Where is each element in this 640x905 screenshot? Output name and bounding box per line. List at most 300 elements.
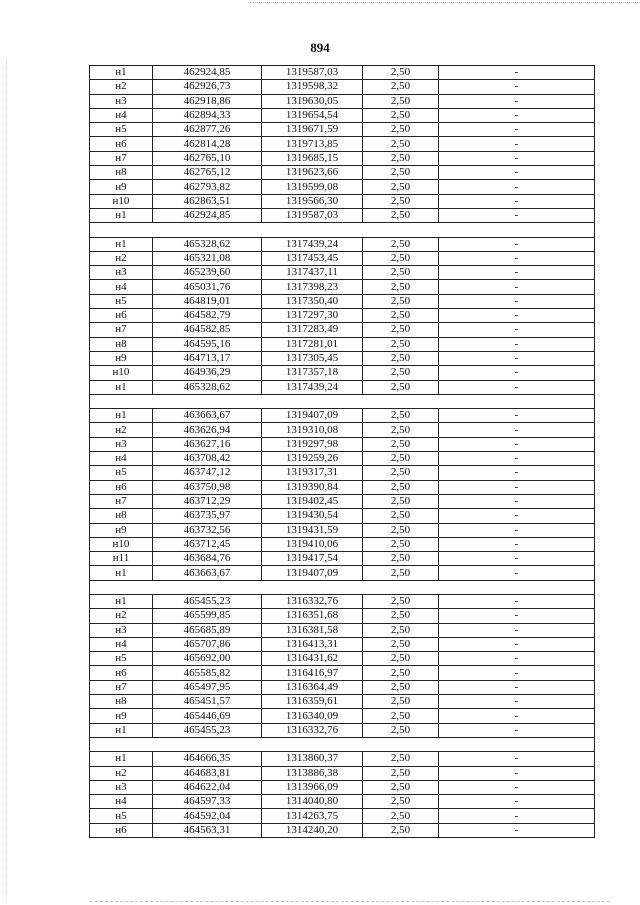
accuracy-cell: 2,50	[363, 695, 439, 709]
table-row	[90, 337, 595, 351]
x-coordinate-cell: 463627,16	[153, 437, 262, 451]
x-coordinate-cell: 462924,85	[153, 66, 262, 80]
point-name-cell: н9	[90, 523, 153, 537]
x-coordinate-cell: 465239,60	[153, 266, 262, 280]
table-row	[90, 466, 595, 480]
accuracy-cell: 2,50	[363, 652, 439, 666]
note-cell: -	[439, 452, 595, 466]
point-name-cell: н7	[90, 323, 153, 337]
table-row	[90, 409, 595, 423]
note-cell: -	[439, 280, 595, 294]
note-cell: -	[439, 809, 595, 823]
accuracy-cell: 2,50	[363, 94, 439, 108]
coordinates-table-body	[90, 66, 595, 838]
accuracy-cell: 2,50	[363, 523, 439, 537]
note-cell: -	[439, 680, 595, 694]
point-name-cell: н4	[90, 280, 153, 294]
note-cell: -	[439, 423, 595, 437]
note-cell: -	[439, 66, 595, 80]
point-name-cell: н9	[90, 180, 153, 194]
x-coordinate-cell: 464713,17	[153, 351, 262, 365]
table-row	[90, 637, 595, 651]
accuracy-cell: 2,50	[363, 208, 439, 222]
note-cell: -	[439, 123, 595, 137]
table-row	[90, 280, 595, 294]
table-row	[90, 494, 595, 508]
point-name-cell: н5	[90, 652, 153, 666]
y-coordinate-cell: 1313966,09	[262, 780, 363, 794]
y-coordinate-cell: 1316332,76	[262, 594, 363, 608]
note-cell: -	[439, 609, 595, 623]
x-coordinate-cell: 463732,56	[153, 523, 262, 537]
x-coordinate-cell: 465328,62	[153, 237, 262, 251]
accuracy-cell: 2,50	[363, 66, 439, 80]
x-coordinate-cell: 463750,98	[153, 480, 262, 494]
x-coordinate-cell: 462918,86	[153, 94, 262, 108]
y-coordinate-cell: 1316431,62	[262, 652, 363, 666]
y-coordinate-cell: 1319713,85	[262, 137, 363, 151]
table-row	[90, 323, 595, 337]
x-coordinate-cell: 462765,12	[153, 166, 262, 180]
point-name-cell: н8	[90, 509, 153, 523]
note-cell: -	[439, 337, 595, 351]
accuracy-cell: 2,50	[363, 780, 439, 794]
table-row	[90, 452, 595, 466]
table-row	[90, 695, 595, 709]
accuracy-cell: 2,50	[363, 766, 439, 780]
accuracy-cell: 2,50	[363, 380, 439, 394]
group-separator-cell	[90, 580, 595, 594]
table-row	[90, 666, 595, 680]
accuracy-cell: 2,50	[363, 466, 439, 480]
y-coordinate-cell: 1319417,54	[262, 552, 363, 566]
point-name-cell: н7	[90, 680, 153, 694]
note-cell: -	[439, 523, 595, 537]
accuracy-cell: 2,50	[363, 552, 439, 566]
table-row	[90, 537, 595, 551]
accuracy-cell: 2,50	[363, 666, 439, 680]
x-coordinate-cell: 463663,67	[153, 409, 262, 423]
point-name-cell: н5	[90, 294, 153, 308]
point-name-cell: н7	[90, 151, 153, 165]
x-coordinate-cell: 462863,51	[153, 194, 262, 208]
group-separator-row	[90, 580, 595, 594]
scan-edge-top	[250, 2, 640, 3]
table-row	[90, 266, 595, 280]
note-cell: -	[439, 380, 595, 394]
x-coordinate-cell: 463747,12	[153, 466, 262, 480]
page-number: 894	[310, 40, 330, 55]
y-coordinate-cell: 1319598,32	[262, 80, 363, 94]
table-row	[90, 566, 595, 580]
x-coordinate-cell: 464563,31	[153, 823, 262, 837]
point-name-cell: н5	[90, 466, 153, 480]
note-cell: -	[439, 509, 595, 523]
note-cell: -	[439, 480, 595, 494]
table-row	[90, 423, 595, 437]
x-coordinate-cell: 465585,82	[153, 666, 262, 680]
x-coordinate-cell: 465328,62	[153, 380, 262, 394]
table-row	[90, 194, 595, 208]
y-coordinate-cell: 1319407,09	[262, 409, 363, 423]
y-coordinate-cell: 1316332,76	[262, 723, 363, 737]
y-coordinate-cell: 1319587,03	[262, 208, 363, 222]
y-coordinate-cell: 1313860,37	[262, 752, 363, 766]
y-coordinate-cell: 1319630,05	[262, 94, 363, 108]
point-name-cell: н8	[90, 166, 153, 180]
y-coordinate-cell: 1319407,09	[262, 566, 363, 580]
point-name-cell: н9	[90, 709, 153, 723]
point-name-cell: н6	[90, 666, 153, 680]
accuracy-cell: 2,50	[363, 80, 439, 94]
y-coordinate-cell: 1319310,08	[262, 423, 363, 437]
point-name-cell: н9	[90, 351, 153, 365]
table-row	[90, 609, 595, 623]
note-cell: -	[439, 537, 595, 551]
y-coordinate-cell: 1316381,58	[262, 623, 363, 637]
accuracy-cell: 2,50	[363, 266, 439, 280]
y-coordinate-cell: 1319297,98	[262, 437, 363, 451]
table-row	[90, 94, 595, 108]
point-name-cell: н11	[90, 552, 153, 566]
table-row	[90, 180, 595, 194]
accuracy-cell: 2,50	[363, 609, 439, 623]
x-coordinate-cell: 464582,85	[153, 323, 262, 337]
accuracy-cell: 2,50	[363, 823, 439, 837]
accuracy-cell: 2,50	[363, 280, 439, 294]
note-cell: -	[439, 237, 595, 251]
coordinates-table	[89, 65, 595, 838]
note-cell: -	[439, 780, 595, 794]
accuracy-cell: 2,50	[363, 337, 439, 351]
scan-edge-bottom	[90, 901, 610, 902]
accuracy-cell: 2,50	[363, 351, 439, 365]
y-coordinate-cell: 1317437,11	[262, 266, 363, 280]
note-cell: -	[439, 151, 595, 165]
table-row	[90, 823, 595, 837]
point-name-cell: н1	[90, 723, 153, 737]
point-name-cell: н1	[90, 380, 153, 394]
point-name-cell: н5	[90, 123, 153, 137]
y-coordinate-cell: 1314263,75	[262, 809, 363, 823]
y-coordinate-cell: 1317357,18	[262, 366, 363, 380]
accuracy-cell: 2,50	[363, 409, 439, 423]
y-coordinate-cell: 1316416,97	[262, 666, 363, 680]
x-coordinate-cell: 465692,00	[153, 652, 262, 666]
point-name-cell: н4	[90, 108, 153, 122]
x-coordinate-cell: 462926,73	[153, 80, 262, 94]
accuracy-cell: 2,50	[363, 809, 439, 823]
point-name-cell: н2	[90, 766, 153, 780]
point-name-cell: н10	[90, 537, 153, 551]
table-row	[90, 437, 595, 451]
note-cell: -	[439, 766, 595, 780]
table-row	[90, 380, 595, 394]
x-coordinate-cell: 465685,89	[153, 623, 262, 637]
table-row	[90, 251, 595, 265]
y-coordinate-cell: 1317305,45	[262, 351, 363, 365]
group-separator-row	[90, 737, 595, 751]
point-name-cell: н6	[90, 309, 153, 323]
accuracy-cell: 2,50	[363, 795, 439, 809]
x-coordinate-cell: 462765,10	[153, 151, 262, 165]
point-name-cell: н3	[90, 94, 153, 108]
point-name-cell: н7	[90, 494, 153, 508]
note-cell: -	[439, 437, 595, 451]
point-name-cell: н4	[90, 452, 153, 466]
table-row	[90, 309, 595, 323]
point-name-cell: н10	[90, 194, 153, 208]
y-coordinate-cell: 1319654,54	[262, 108, 363, 122]
y-coordinate-cell: 1319599,08	[262, 180, 363, 194]
point-name-cell: н4	[90, 795, 153, 809]
accuracy-cell: 2,50	[363, 752, 439, 766]
note-cell: -	[439, 823, 595, 837]
x-coordinate-cell: 463626,94	[153, 423, 262, 437]
table-row	[90, 66, 595, 80]
point-name-cell: н1	[90, 66, 153, 80]
y-coordinate-cell: 1319671,59	[262, 123, 363, 137]
table-row	[90, 366, 595, 380]
point-name-cell: н6	[90, 480, 153, 494]
x-coordinate-cell: 465455,23	[153, 723, 262, 737]
point-name-cell: н2	[90, 609, 153, 623]
y-coordinate-cell: 1319587,03	[262, 66, 363, 80]
point-name-cell: н6	[90, 823, 153, 837]
x-coordinate-cell: 464683,81	[153, 766, 262, 780]
accuracy-cell: 2,50	[363, 108, 439, 122]
y-coordinate-cell: 1317453,45	[262, 251, 363, 265]
x-coordinate-cell: 464597,33	[153, 795, 262, 809]
x-coordinate-cell: 464666,35	[153, 752, 262, 766]
table-row	[90, 123, 595, 137]
accuracy-cell: 2,50	[363, 194, 439, 208]
point-name-cell: н4	[90, 637, 153, 651]
x-coordinate-cell: 465497,95	[153, 680, 262, 694]
table-row	[90, 294, 595, 308]
point-name-cell: н1	[90, 237, 153, 251]
x-coordinate-cell: 464582,79	[153, 309, 262, 323]
x-coordinate-cell: 463684,76	[153, 552, 262, 566]
note-cell: -	[439, 795, 595, 809]
accuracy-cell: 2,50	[363, 251, 439, 265]
table-row	[90, 480, 595, 494]
accuracy-cell: 2,50	[363, 137, 439, 151]
accuracy-cell: 2,50	[363, 366, 439, 380]
x-coordinate-cell: 464819,01	[153, 294, 262, 308]
note-cell: -	[439, 666, 595, 680]
accuracy-cell: 2,50	[363, 637, 439, 651]
note-cell: -	[439, 251, 595, 265]
table-row	[90, 151, 595, 165]
accuracy-cell: 2,50	[363, 723, 439, 737]
y-coordinate-cell: 1319430,54	[262, 509, 363, 523]
point-name-cell: н3	[90, 623, 153, 637]
accuracy-cell: 2,50	[363, 566, 439, 580]
point-name-cell: н3	[90, 437, 153, 451]
note-cell: -	[439, 94, 595, 108]
y-coordinate-cell: 1314240,20	[262, 823, 363, 837]
table-row	[90, 552, 595, 566]
point-name-cell: н6	[90, 137, 153, 151]
y-coordinate-cell: 1313886,38	[262, 766, 363, 780]
point-name-cell: н1	[90, 752, 153, 766]
note-cell: -	[439, 552, 595, 566]
x-coordinate-cell: 463712,45	[153, 537, 262, 551]
y-coordinate-cell: 1316413,31	[262, 637, 363, 651]
accuracy-cell: 2,50	[363, 294, 439, 308]
y-coordinate-cell: 1319623,66	[262, 166, 363, 180]
x-coordinate-cell: 464592,04	[153, 809, 262, 823]
accuracy-cell: 2,50	[363, 680, 439, 694]
table-row	[90, 208, 595, 222]
x-coordinate-cell: 462894,33	[153, 108, 262, 122]
table-row	[90, 809, 595, 823]
table-row	[90, 752, 595, 766]
note-cell: -	[439, 637, 595, 651]
accuracy-cell: 2,50	[363, 437, 439, 451]
note-cell: -	[439, 108, 595, 122]
group-separator-row	[90, 223, 595, 237]
x-coordinate-cell: 465707,86	[153, 637, 262, 651]
accuracy-cell: 2,50	[363, 709, 439, 723]
y-coordinate-cell: 1317281,01	[262, 337, 363, 351]
y-coordinate-cell: 1319566,30	[262, 194, 363, 208]
table-row	[90, 137, 595, 151]
x-coordinate-cell: 462793,82	[153, 180, 262, 194]
x-coordinate-cell: 465599,85	[153, 609, 262, 623]
group-separator-cell	[90, 223, 595, 237]
x-coordinate-cell: 463708,42	[153, 452, 262, 466]
note-cell: -	[439, 266, 595, 280]
accuracy-cell: 2,50	[363, 509, 439, 523]
point-name-cell: н1	[90, 208, 153, 222]
note-cell: -	[439, 566, 595, 580]
y-coordinate-cell: 1316351,68	[262, 609, 363, 623]
note-cell: -	[439, 494, 595, 508]
note-cell: -	[439, 695, 595, 709]
note-cell: -	[439, 294, 595, 308]
table-row	[90, 594, 595, 608]
scan-edge-left	[6, 60, 7, 900]
x-coordinate-cell: 464622,04	[153, 780, 262, 794]
note-cell: -	[439, 80, 595, 94]
point-name-cell: н3	[90, 780, 153, 794]
y-coordinate-cell: 1319259,26	[262, 452, 363, 466]
table-row	[90, 623, 595, 637]
table-row	[90, 237, 595, 251]
accuracy-cell: 2,50	[363, 237, 439, 251]
group-separator-row	[90, 394, 595, 408]
note-cell: -	[439, 351, 595, 365]
note-cell: -	[439, 466, 595, 480]
accuracy-cell: 2,50	[363, 480, 439, 494]
table-row	[90, 80, 595, 94]
note-cell: -	[439, 366, 595, 380]
table-row	[90, 780, 595, 794]
y-coordinate-cell: 1317283,49	[262, 323, 363, 337]
point-name-cell: н3	[90, 266, 153, 280]
group-separator-cell	[90, 737, 595, 751]
y-coordinate-cell: 1316359,61	[262, 695, 363, 709]
y-coordinate-cell: 1317297,30	[262, 309, 363, 323]
table-row	[90, 509, 595, 523]
accuracy-cell: 2,50	[363, 166, 439, 180]
y-coordinate-cell: 1317439,24	[262, 380, 363, 394]
accuracy-cell: 2,50	[363, 180, 439, 194]
accuracy-cell: 2,50	[363, 123, 439, 137]
point-name-cell: н10	[90, 366, 153, 380]
y-coordinate-cell: 1319431,59	[262, 523, 363, 537]
note-cell: -	[439, 194, 595, 208]
note-cell: -	[439, 594, 595, 608]
x-coordinate-cell: 464595,16	[153, 337, 262, 351]
x-coordinate-cell: 465451,57	[153, 695, 262, 709]
accuracy-cell: 2,50	[363, 594, 439, 608]
table-row	[90, 652, 595, 666]
table-row	[90, 795, 595, 809]
y-coordinate-cell: 1314040,80	[262, 795, 363, 809]
point-name-cell: н2	[90, 423, 153, 437]
table-row	[90, 351, 595, 365]
point-name-cell: н5	[90, 809, 153, 823]
note-cell: -	[439, 652, 595, 666]
note-cell: -	[439, 623, 595, 637]
point-name-cell: н8	[90, 695, 153, 709]
table-row	[90, 723, 595, 737]
group-separator-cell	[90, 394, 595, 408]
note-cell: -	[439, 709, 595, 723]
accuracy-cell: 2,50	[363, 623, 439, 637]
note-cell: -	[439, 723, 595, 737]
point-name-cell: н1	[90, 566, 153, 580]
y-coordinate-cell: 1319402,45	[262, 494, 363, 508]
note-cell: -	[439, 137, 595, 151]
point-name-cell: н2	[90, 80, 153, 94]
point-name-cell: н8	[90, 337, 153, 351]
table-row	[90, 108, 595, 122]
x-coordinate-cell: 465321,08	[153, 251, 262, 265]
table-row	[90, 680, 595, 694]
point-name-cell: н2	[90, 251, 153, 265]
note-cell: -	[439, 309, 595, 323]
y-coordinate-cell: 1317350,40	[262, 294, 363, 308]
note-cell: -	[439, 323, 595, 337]
accuracy-cell: 2,50	[363, 323, 439, 337]
y-coordinate-cell: 1319390,84	[262, 480, 363, 494]
accuracy-cell: 2,50	[363, 423, 439, 437]
x-coordinate-cell: 464936,29	[153, 366, 262, 380]
y-coordinate-cell: 1319410,06	[262, 537, 363, 551]
x-coordinate-cell: 463663,67	[153, 566, 262, 580]
note-cell: -	[439, 180, 595, 194]
x-coordinate-cell: 465031,76	[153, 280, 262, 294]
y-coordinate-cell: 1317398,23	[262, 280, 363, 294]
x-coordinate-cell: 465446,69	[153, 709, 262, 723]
x-coordinate-cell: 463735,97	[153, 509, 262, 523]
point-name-cell: н1	[90, 409, 153, 423]
accuracy-cell: 2,50	[363, 452, 439, 466]
note-cell: -	[439, 409, 595, 423]
accuracy-cell: 2,50	[363, 151, 439, 165]
table-row	[90, 166, 595, 180]
x-coordinate-cell: 465455,23	[153, 594, 262, 608]
x-coordinate-cell: 463712,29	[153, 494, 262, 508]
table-row	[90, 523, 595, 537]
y-coordinate-cell: 1316340,09	[262, 709, 363, 723]
table-row	[90, 709, 595, 723]
accuracy-cell: 2,50	[363, 309, 439, 323]
